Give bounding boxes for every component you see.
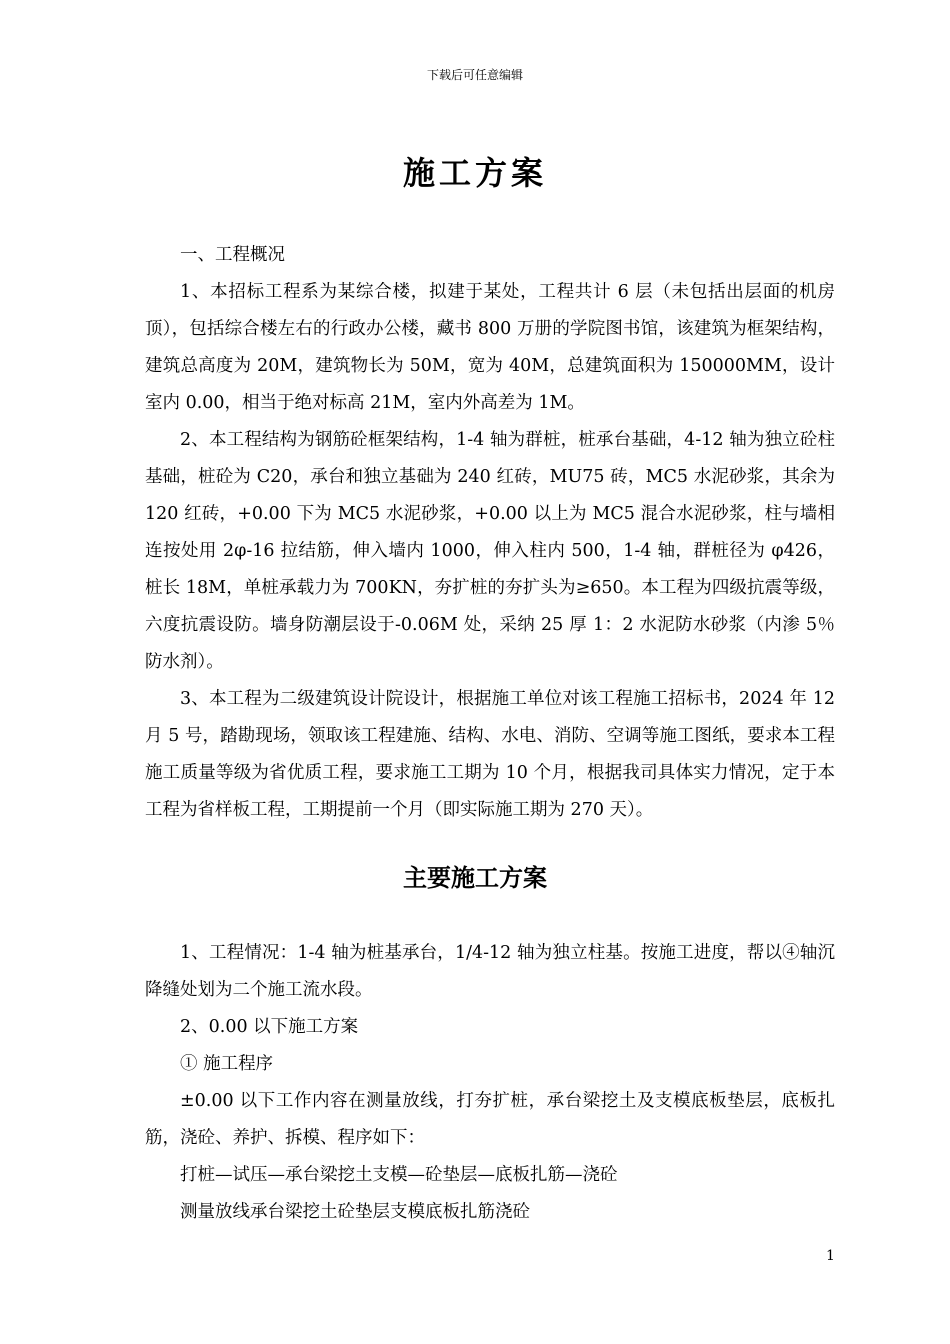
page-number: 1 (826, 1248, 835, 1264)
page-header: 下载后可任意编辑 (426, 68, 523, 82)
paragraph: 2、本工程结构为钢筋砼框架结构，1-4 轴为群桩，桩承台基础，4-12 轴为独立砼柱基础，桩砼为 C20，承台和独立基础为 240 红砖，MU75 砖，MC5 水泥砂浆，其余为 120 红砖，+0.00 下为 MC5 水泥砂浆，+0.00 以上为 MC5 混合水泥砂浆，柱与墙相连按处用 2φ-16 拉结筋，伸入墙内 1000，伸入柱内 500，1-4 轴，群桩径为 φ426，桩长 18M，单桩承载力为 700KN，夯扩桩的夯扩头为≥650。本工程为四级抗震等级，六度抗震设防。墙身防潮层设于-0.06M 处，采纳 25 厚 1：2 水泥防水砂浆（内渗 5％防水剂）。 (145, 430, 835, 672)
section-title: 主要施工方案 (403, 863, 547, 892)
section-overview (145, 237, 835, 829)
paragraph: 打桩—试压—承台梁挖土支模—砼垫层—底板扎筋—浇砼 (180, 1165, 618, 1185)
paragraph: 3、本工程为二级建筑设计院设计，根据施工单位对该工程施工招标书，2024 年 12 月 5 号，踏勘现场，领取该工程建施、结构、水电、消防、空调等施工图纸，要求本工程施工质量等级为省优质工程，要求施工工期为 10 个月，根据我司具体实力情况，定于本工程为省样板工程，工期提前一个月（即实际施工期为 270 天）。 (145, 689, 835, 820)
section-main-plan (145, 935, 835, 1231)
section-heading: 一、工程概况 (180, 245, 285, 265)
paragraph: 2、0.00 以下施工方案 (180, 1017, 359, 1037)
paragraph: 测量放线承台梁挖土砼垫层支模底板扎筋浇砼 (180, 1202, 530, 1222)
paragraph: ① 施工程序 (180, 1054, 274, 1074)
paragraph: ±0.00 以下工作内容在测量放线，打夯扩桩，承台梁挖土及支模底板垫层，底板扎筋，浇砼、养护、拆模、程序如下： (145, 1091, 835, 1148)
paragraph: 1、本招标工程系为某综合楼，拟建于某处，工程共计 6 层（未包括出层面的机房顶），包括综合楼左右的行政办公楼，藏书 800 万册的学院图书馆，该建筑为框架结构，建筑总高度为 20M，建筑物长为 50M，宽为 40M，总建筑面积为 150000MM，设计室内 0.00，相当于绝对标高 21M，室内外高差为 1M。 (145, 282, 835, 413)
document-title: 施工方案 (402, 154, 547, 192)
paragraph: 1、工程情况：1-4 轴为桩基承台，1/4-12 轴为独立柱基。按施工进度，帮以④轴沉降缝处划为二个施工流水段。 (145, 943, 835, 1000)
